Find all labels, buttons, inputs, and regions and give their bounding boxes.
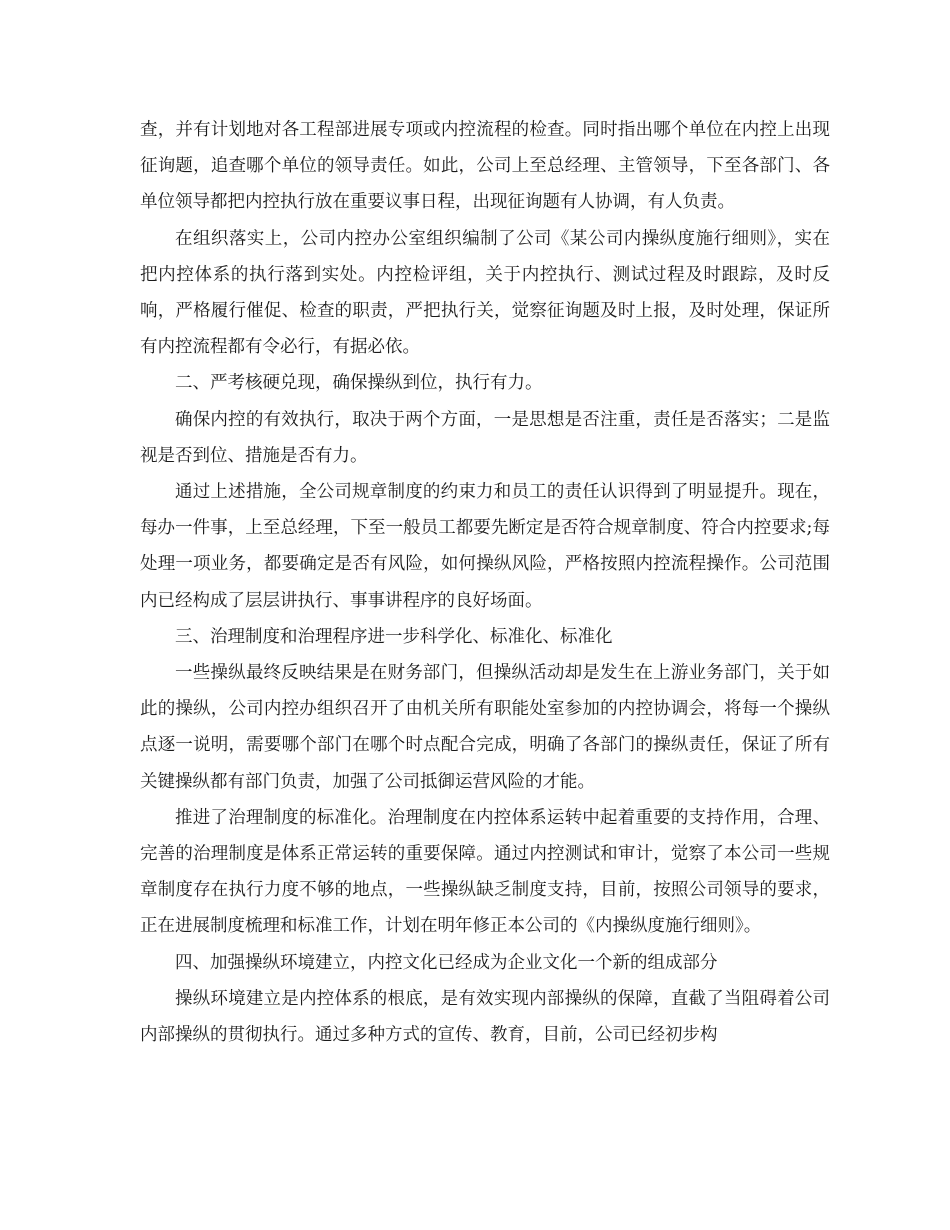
section-heading-3: 三、治理制度和治理程序进一步科学化、标准化、标准化 <box>175 626 613 647</box>
paragraph-execution: 确保内控的有效执行，取决于两个方面，一是思想是否注重，责任是否落实；二是监视是否到位、措施是否有力。 <box>140 409 830 466</box>
paragraph-organization: 在组织落实上，公司内控办公室组织编制了公司《某公司内操纵度施行细则》，实在把内控体系的执行落到实处。内控检评组，关于内控执行、测试过程及时跟踪，及时反响，严格履行催促、检查的职责，严把执行关，觉察征询题及时上报，及时处理，保证所有内控流程都有令必行，有据必依。 <box>140 228 830 358</box>
section-heading-4: 四、加强操纵环境建立，内控文化已经成为企业文化一个新的组成部分 <box>175 952 718 973</box>
paragraph-measures: 通过上述措施，全公司规章制度的约束力和员工的责任认识得到了明显提升。现在，每办一件事，上至总经理，下至一般员工都要先断定是否符合规章制度、符合内控要求;每处理一项业务，都要确定是否有风险，如何操纵风险，严格按照内控流程操作。公司范围内已经构成了层层讲执行、事事讲程序的良好场面。 <box>140 482 830 611</box>
paragraph-environment: 操纵环境建立是内控体系的根底，是有效实现内部操纵的保障，直截了当阻碍着公司内部操纵的贯彻执行。通过多种方式的宣传、教育，目前，公司已经初步构 <box>140 988 830 1046</box>
paragraph-continuation: 查，并有计划地对各工程部进展专项或内控流程的检查。同时指出哪个单位在内控上出现征询题，追查哪个单位的领导责任。如此，公司上至总经理、主管领导，下至各部门、各单位领导都把内控执行放在重要议事日程，出现征询题有人协调，有人负责。 <box>140 120 830 213</box>
document-body <box>140 112 830 1053</box>
paragraph-coordination: 一些操纵最终反映结果是在财务部门，但操纵活动却是发生在上游业务部门，关于如此的操纵，公司内控办组织召开了由机关所有职能处室参加的内控协调会，将每一个操纵点逐一说明，需要哪个部门在哪个时点配合完成，明确了各部门的操纵责任，保证了所有关键操纵都有部门负责，加强了公司抵御运营风险的才能。 <box>140 663 830 792</box>
section-heading-2: 二、严考核硬兑现，确保操纵到位，执行有力。 <box>175 373 543 394</box>
paragraph-standardization: 推进了治理制度的标准化。治理制度在内控体系运转中起着重要的支持作用，合理、完善的治理制度是体系正常运转的重要保障。通过内控测试和审计，觉察了本公司一些规章制度存在执行力度不够的地点，一些操纵缺乏制度支持，目前，按照公司领导的要求，正在进展制度梳理和标准工作，计划在明年修正本公司的《内操纵度施行细则》。 <box>140 807 830 937</box>
